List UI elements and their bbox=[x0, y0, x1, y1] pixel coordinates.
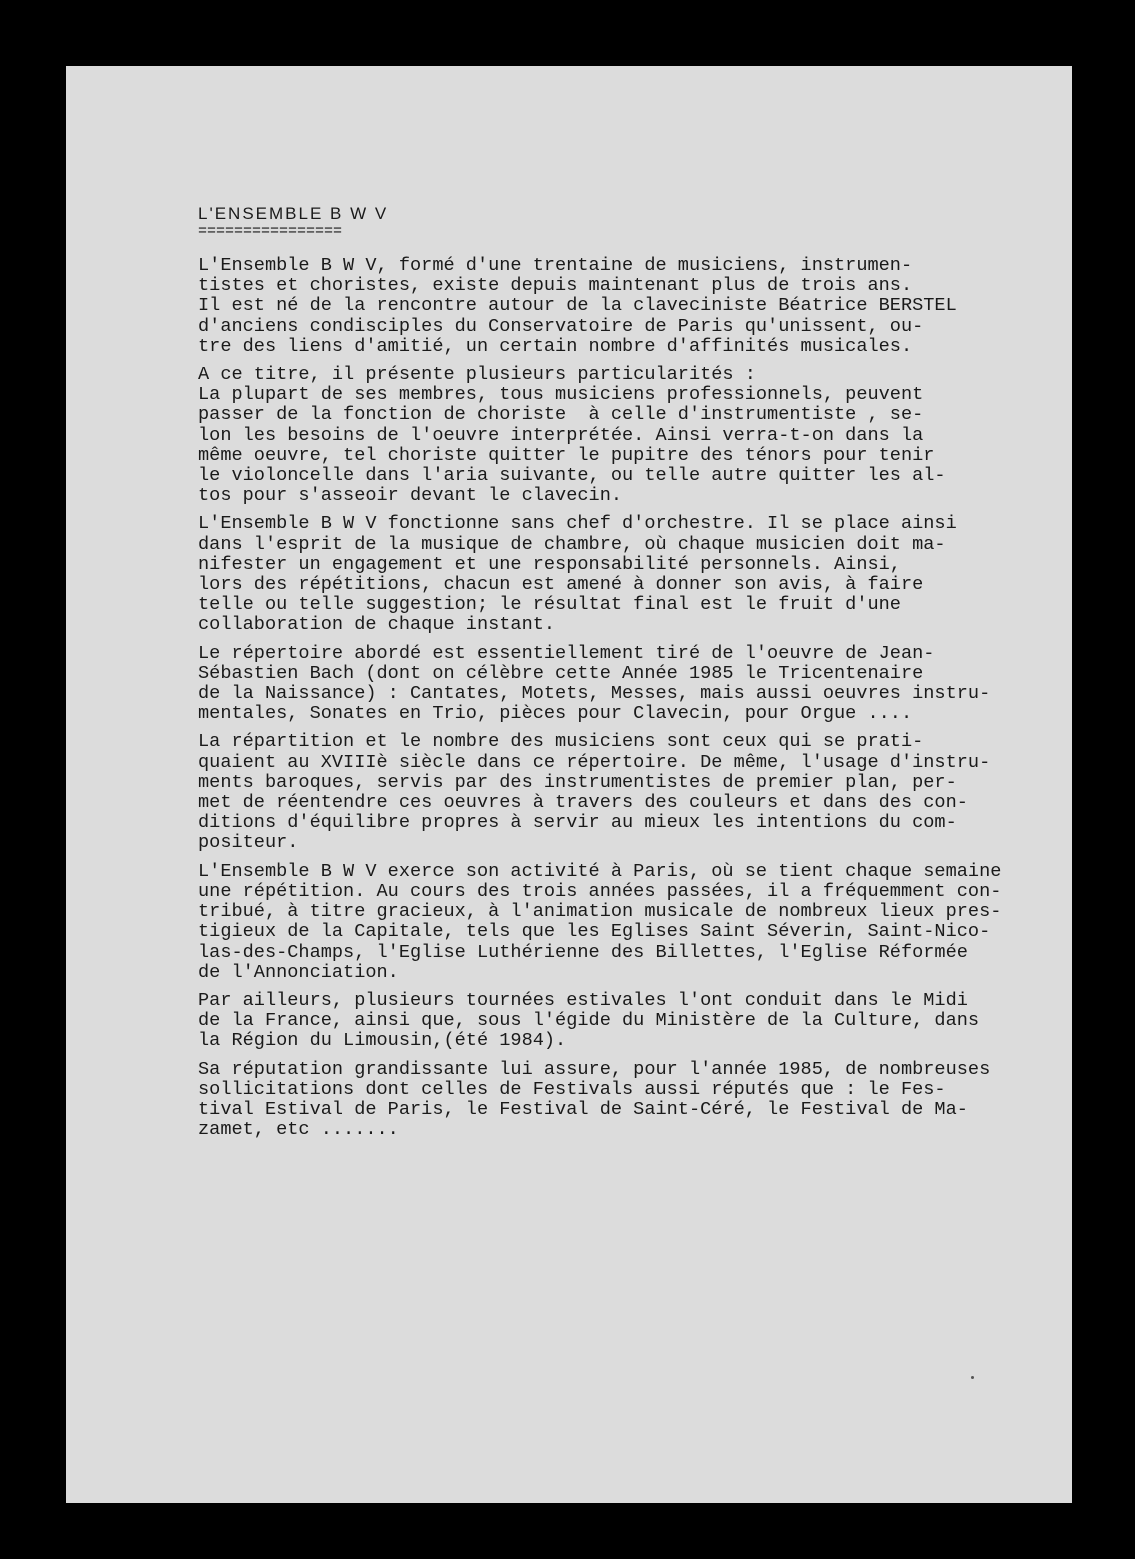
scan-speck bbox=[971, 1376, 974, 1379]
paragraph-no-conductor: L'Ensemble B W V fonctionne sans chef d'orchestre. Il se place ainsi dans l'esprit de la musique de chambre, où chaque musicien doit ma- nifester un engagement et une responsabilité personnels. Ainsi, lors des répétitions, chacun est amené à donner son avis, à faire telle ou telle suggestion; le résultat final est le fruit d'une collaboration de chaque instant. bbox=[198, 513, 957, 636]
document-title: L'ENSEMBLE B W V bbox=[198, 204, 389, 223]
paragraph-distribution: La répartition et le nombre des musiciens sont ceux qui se prati- quaient au XVIIIè siècle dans ce répertoire. De même, l'usage d'instru- ments baroques, servis par des instrumentistes de premier plan, per- met de réentendre ces oeuvres à travers des couleurs et dans des con- ditions d'équilibre propres à servir au mieux les intentions du com- positeur. bbox=[198, 731, 991, 854]
paragraph-reputation: Sa réputation grandissante lui assure, pour l'année 1985, de nombreuses sollicitations dont celles de Festivals aussi réputés que : le Fes- tival Estival de Paris, le Festival de Saint-Céré, le Festival de Ma- zamet, etc ....... bbox=[198, 1058, 991, 1141]
document-body bbox=[198, 204, 1072, 1148]
title-underline: ================ bbox=[198, 223, 343, 240]
paragraph-particularities: A ce titre, il présente plusieurs particularités : La plupart de ses membres, tous musiciens professionnels, peuvent passer de la fonction de choriste à celle d'instrumentiste , se- lon les besoins de l'oeuvre interprétée. Ainsi verra-t-on dans la même oeuvre, tel choriste quitter le pupitre des ténors pour tenir le violoncelle dans l'aria suivante, ou telle autre quitter les al- tos pour s'asseoir devant le clavecin. bbox=[198, 364, 946, 507]
paragraph-repertoire: Le répertoire abordé est essentiellement tiré de l'oeuvre de Jean- Sébastien Bach (dont on célèbre cette Année 1985 le Tricentenaire de la Naissance) : Cantates, Motets, Messes, mais aussi oeuvres instru- mentales, Sonates en Trio, pièces pour Clavecin, pour Orgue .... bbox=[198, 642, 991, 725]
paragraph-tours: Par ailleurs, plusieurs tournées estivales l'ont conduit dans le Midi de la France, ainsi que, sous l'égide du Ministère de la Culture, dans la Région du Limousin,(été 1984). bbox=[198, 989, 980, 1052]
paragraph-activity: L'Ensemble B W V exerce son activité à Paris, où se tient chaque semaine une répétition. Au cours des trois années passées, il a fréquemment con- tribué, à titre gracieux, à l'animation musicale de nombreux lieux pres- tigieux de la Capitale, tels que les Eglises Saint Séverin, Saint-Nico- las-des-Champs, l'Eglise Luthérienne des Billettes, l'Eglise Réformée de l'Annonciation. bbox=[198, 860, 1002, 983]
document-page bbox=[66, 66, 1072, 1503]
paragraph-intro: L'Ensemble B W V, formé d'une trentaine de musiciens, instrumen- tistes et choristes, existe depuis maintenant plus de trois ans. Il est né de la rencontre autour de la claveciniste Béatrice BERSTEL d'anciens condisciples du Conservatoire de Paris qu'unissent, ou- tre des liens d'amitié, un certain nombre d'affinités musicales. bbox=[198, 255, 957, 357]
